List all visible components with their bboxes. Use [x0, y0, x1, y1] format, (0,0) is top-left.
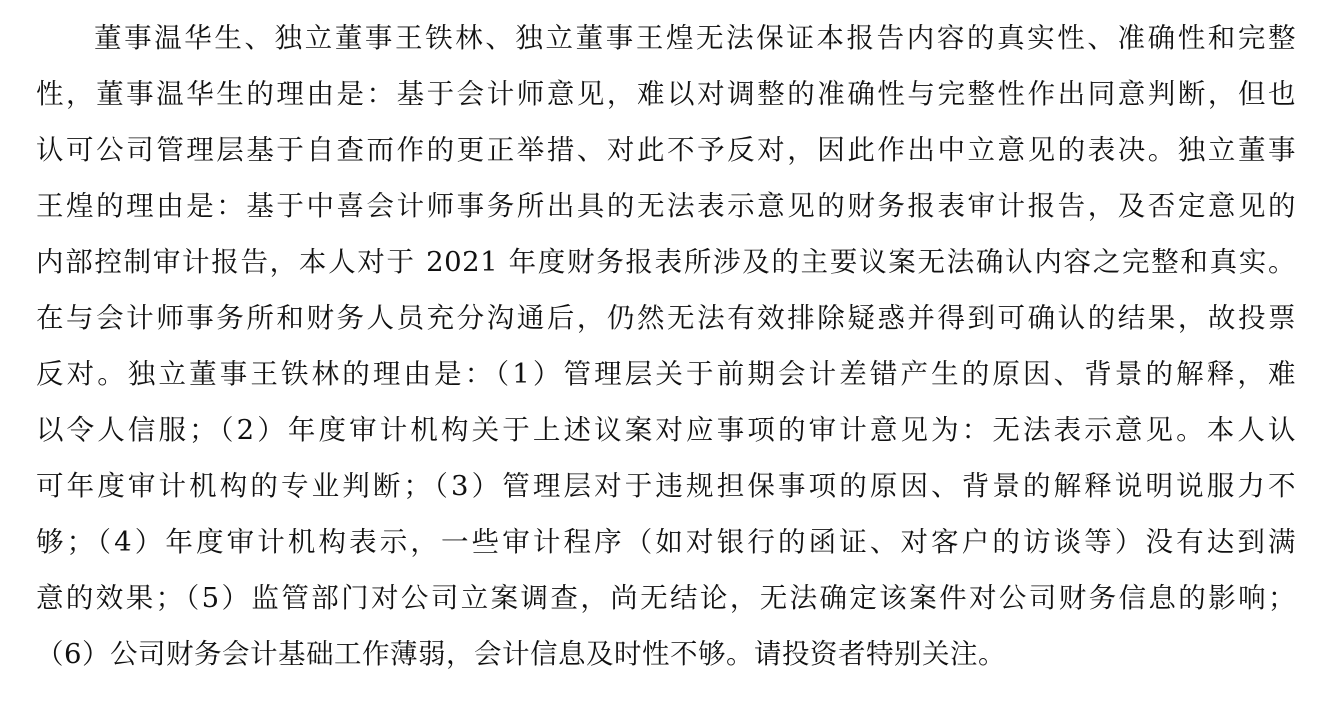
paragraph-line-9: 可年度审计机构的专业判断；（3）管理层对于违规担保事项的原因、背景的解释说明说服力不: [36, 470, 1296, 502]
paragraph-line-8: 以令人信服；（2）年度审计机构关于上述议案对应事项的审计意见为：无法表示意见。本人认: [36, 414, 1296, 446]
paragraph-line-1: 董事温华生、独立董事王铁林、独立董事王煌无法保证本报告内容的真实性、准确性和完整: [94, 22, 1296, 54]
paragraph-line-2: 性，董事温华生的理由是：基于会计师意见，难以对调整的准确性与完整性作出同意判断，但也: [36, 78, 1296, 110]
paragraph-line-10: 够；（4）年度审计机构表示，一些审计程序（如对银行的函证、对客户的访谈等）没有达到满: [36, 526, 1296, 558]
paragraph-line-11: 意的效果；（5）监管部门对公司立案调查，尚无结论，无法确定该案件对公司财务信息的影响；: [36, 582, 1296, 614]
paragraph-line-4: 王煌的理由是：基于中喜会计师事务所出具的无法表示意见的财务报表审计报告，及否定意见的: [36, 190, 1296, 222]
paragraph-line-6: 在与会计师事务所和财务人员充分沟通后，仍然无法有效排除疑惑并得到可确认的结果，故投票: [36, 302, 1296, 334]
paragraph-line-5: 内部控制审计报告，本人对于 2021 年度财务报表所涉及的主要议案无法确认内容之完整和真实。: [36, 246, 1296, 278]
paragraph-line-7: 反对。独立董事王铁林的理由是：（1）管理层关于前期会计差错产生的原因、背景的解释，难: [36, 358, 1296, 390]
paragraph-line-3: 认可公司管理层基于自查而作的更正举措、对此不予反对，因此作出中立意见的表决。独立董事: [36, 134, 1296, 166]
paragraph-line-12: （6）公司财务会计基础工作薄弱，会计信息及时性不够。请投资者特别关注。: [36, 638, 1006, 670]
